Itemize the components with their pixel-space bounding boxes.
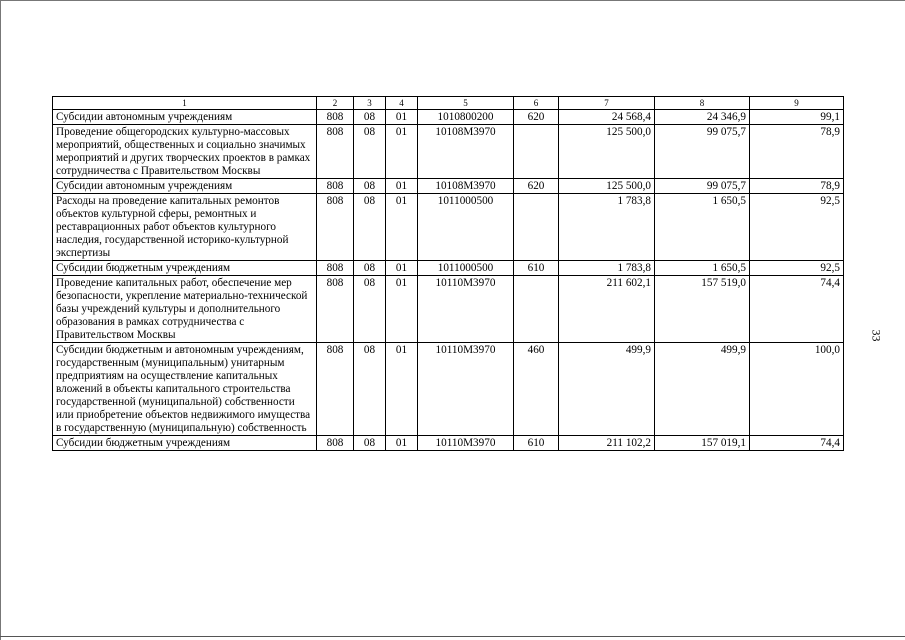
cell-pr: 01 xyxy=(386,343,418,436)
cell-fact: 1 650,5 xyxy=(655,261,750,276)
cell-plan: 125 500,0 xyxy=(559,125,655,179)
header-row xyxy=(53,97,844,110)
cell-name: Субсидии автономным учреждениям xyxy=(53,179,317,194)
cell-csr: 10110М3970 xyxy=(418,276,514,343)
cell-rz: 08 xyxy=(354,110,386,125)
cell-fact: 1 650,5 xyxy=(655,194,750,261)
cell-percent: 100,0 xyxy=(750,343,844,436)
cell-csr: 10110М3970 xyxy=(418,436,514,451)
cell-vr: 610 xyxy=(514,261,559,276)
cell-fact: 157 019,1 xyxy=(655,436,750,451)
header-col-2: 2 xyxy=(317,97,354,110)
header-col-8: 8 xyxy=(655,97,750,110)
table-row xyxy=(53,125,844,179)
cell-pr: 01 xyxy=(386,110,418,125)
table-row xyxy=(53,276,844,343)
cell-vr xyxy=(514,276,559,343)
cell-ved: 808 xyxy=(317,436,354,451)
cell-fact: 157 519,0 xyxy=(655,276,750,343)
cell-name: Проведение капитальных работ, обеспечение мер безопасности, укрепление материально-технической базы учреждений культуры и дополнительного образования в рамках сотрудничества с Правительством Москвы xyxy=(53,276,317,343)
cell-vr: 620 xyxy=(514,179,559,194)
cell-rz: 08 xyxy=(354,261,386,276)
cell-csr: 10108М3970 xyxy=(418,179,514,194)
cell-csr: 10110М3970 xyxy=(418,343,514,436)
cell-percent: 78,9 xyxy=(750,125,844,179)
cell-vr xyxy=(514,125,559,179)
cell-csr: 10108М3970 xyxy=(418,125,514,179)
cell-csr: 1011000500 xyxy=(418,194,514,261)
cell-rz: 08 xyxy=(354,343,386,436)
cell-ved: 808 xyxy=(317,261,354,276)
cell-pr: 01 xyxy=(386,194,418,261)
cell-vr: 610 xyxy=(514,436,559,451)
cell-name: Проведение общегородских культурно-массовых мероприятий, общественных и социально значимых мероприятий и других творческих проектов в рамках сотрудничества с Правительством Москвы xyxy=(53,125,317,179)
cell-vr: 460 xyxy=(514,343,559,436)
cell-name: Субсидии бюджетным учреждениям xyxy=(53,261,317,276)
cell-fact: 24 346,9 xyxy=(655,110,750,125)
scan-edge-bottom xyxy=(0,636,905,637)
page-number: 33 xyxy=(869,329,884,342)
cell-plan: 1 783,8 xyxy=(559,261,655,276)
cell-pr: 01 xyxy=(386,276,418,343)
header-col-1: 1 xyxy=(53,97,317,110)
cell-fact: 499,9 xyxy=(655,343,750,436)
cell-rz: 08 xyxy=(354,179,386,194)
cell-name: Расходы на проведение капитальных ремонтов объектов культурной сферы, ремонтных и реставрационных работ объектов культурного наследия, государственной историко-культурной экспертизы xyxy=(53,194,317,261)
cell-plan: 1 783,8 xyxy=(559,194,655,261)
cell-ved: 808 xyxy=(317,276,354,343)
table-row xyxy=(53,110,844,125)
cell-pr: 01 xyxy=(386,125,418,179)
table-row xyxy=(53,436,844,451)
cell-percent: 74,4 xyxy=(750,436,844,451)
cell-plan: 211 102,2 xyxy=(559,436,655,451)
header-col-5: 5 xyxy=(418,97,514,110)
cell-plan: 499,9 xyxy=(559,343,655,436)
cell-percent: 78,9 xyxy=(750,179,844,194)
cell-vr xyxy=(514,194,559,261)
cell-ved: 808 xyxy=(317,343,354,436)
header-col-3: 3 xyxy=(354,97,386,110)
cell-plan: 24 568,4 xyxy=(559,110,655,125)
cell-plan: 211 602,1 xyxy=(559,276,655,343)
cell-name: Субсидии бюджетным и автономным учреждениям, государственным (муниципальным) унитарным предприятиям на осуществление капитальных вложений в объекты капитального строительства государственной (муниципальной) собственности или приобретение объектов недвижимого имущества в государственную (муниципальную) собственность xyxy=(53,343,317,436)
cell-pr: 01 xyxy=(386,261,418,276)
cell-percent: 99,1 xyxy=(750,110,844,125)
scan-edge-left xyxy=(0,0,1,640)
cell-pr: 01 xyxy=(386,436,418,451)
scan-edge-top xyxy=(0,0,905,1)
cell-rz: 08 xyxy=(354,436,386,451)
cell-csr: 1010800200 xyxy=(418,110,514,125)
cell-percent: 92,5 xyxy=(750,194,844,261)
cell-vr: 620 xyxy=(514,110,559,125)
table-row xyxy=(53,194,844,261)
cell-name: Субсидии бюджетным учреждениям xyxy=(53,436,317,451)
cell-rz: 08 xyxy=(354,276,386,343)
cell-csr: 1011000500 xyxy=(418,261,514,276)
cell-rz: 08 xyxy=(354,125,386,179)
cell-name: Субсидии автономным учреждениям xyxy=(53,110,317,125)
cell-ved: 808 xyxy=(317,194,354,261)
cell-plan: 125 500,0 xyxy=(559,179,655,194)
header-col-4: 4 xyxy=(386,97,418,110)
table-row xyxy=(53,261,844,276)
cell-percent: 92,5 xyxy=(750,261,844,276)
header-col-7: 7 xyxy=(559,97,655,110)
table-row xyxy=(53,179,844,194)
budget-table xyxy=(52,96,844,451)
cell-ved: 808 xyxy=(317,125,354,179)
cell-rz: 08 xyxy=(354,194,386,261)
cell-ved: 808 xyxy=(317,110,354,125)
header-col-9: 9 xyxy=(750,97,844,110)
cell-fact: 99 075,7 xyxy=(655,125,750,179)
table-row xyxy=(53,343,844,436)
cell-pr: 01 xyxy=(386,179,418,194)
cell-fact: 99 075,7 xyxy=(655,179,750,194)
cell-percent: 74,4 xyxy=(750,276,844,343)
header-col-6: 6 xyxy=(514,97,559,110)
cell-ved: 808 xyxy=(317,179,354,194)
